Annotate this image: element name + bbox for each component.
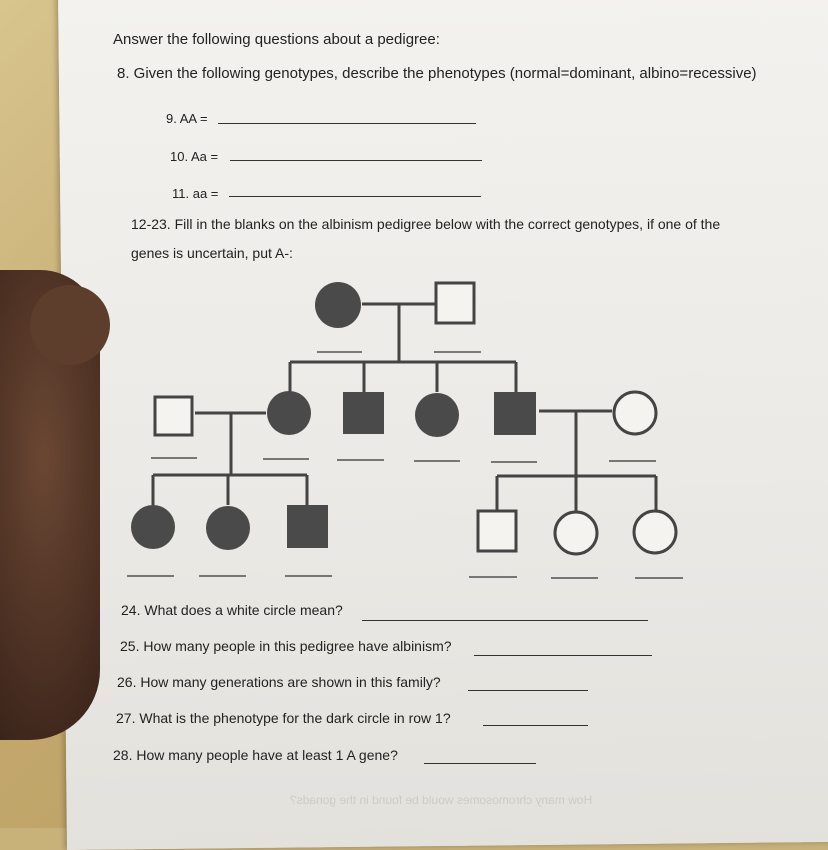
bleed-through-text: How many chromosomes would be found in the gonads? [290,793,593,807]
question-10: 10. Aa = [170,149,219,164]
answer-line-27[interactable] [483,725,588,726]
gen3-affected-male [287,505,328,548]
answer-line-26[interactable] [468,690,588,691]
gen2-unaffected-male-inlaw [155,397,192,435]
gen1-affected-female [315,282,361,328]
question-27: 27. What is the phenotype for the dark circle in row 1? [116,710,451,726]
question-28: 28. How many people have at least 1 A gene? [113,747,398,763]
question-26: 26. How many generations are shown in this family? [117,674,441,690]
gen3-unaffected-female-2 [634,511,676,553]
gen2-affected-female-1 [267,391,311,435]
gen3-unaffected-male [478,511,516,551]
question-9: 9. AA = [166,111,208,126]
question-11: 11. aa = [172,186,219,201]
thumb [30,285,110,365]
gen3-affected-female-1 [131,505,175,549]
question-12-line2: genes is uncertain, put A-: [131,245,293,261]
question-8: 8. Given the following genotypes, describe the phenotypes (normal=dominant, albino=recessive) [117,65,757,82]
heading: Answer the following questions about a pedigree: [113,31,440,48]
answer-line-28[interactable] [424,763,536,764]
question-12-line1: 12-23. Fill in the blanks on the albinism pedigree below with the correct genotypes, if one of the [131,216,721,232]
question-25: 25. How many people in this pedigree have albinism? [120,638,452,654]
gen1-unaffected-male [436,283,474,323]
gen2-affected-female-2 [415,393,459,437]
answer-line-24[interactable] [362,620,648,621]
gen3-unaffected-female-1 [555,512,597,554]
gen3-affected-female-2 [206,506,250,550]
gen2-affected-male-2 [494,392,536,435]
answer-line-25[interactable] [474,655,652,656]
gen2-unaffected-female-inlaw [614,392,656,434]
question-24: 24. What does a white circle mean? [121,602,343,618]
gen2-affected-male-1 [343,392,384,434]
